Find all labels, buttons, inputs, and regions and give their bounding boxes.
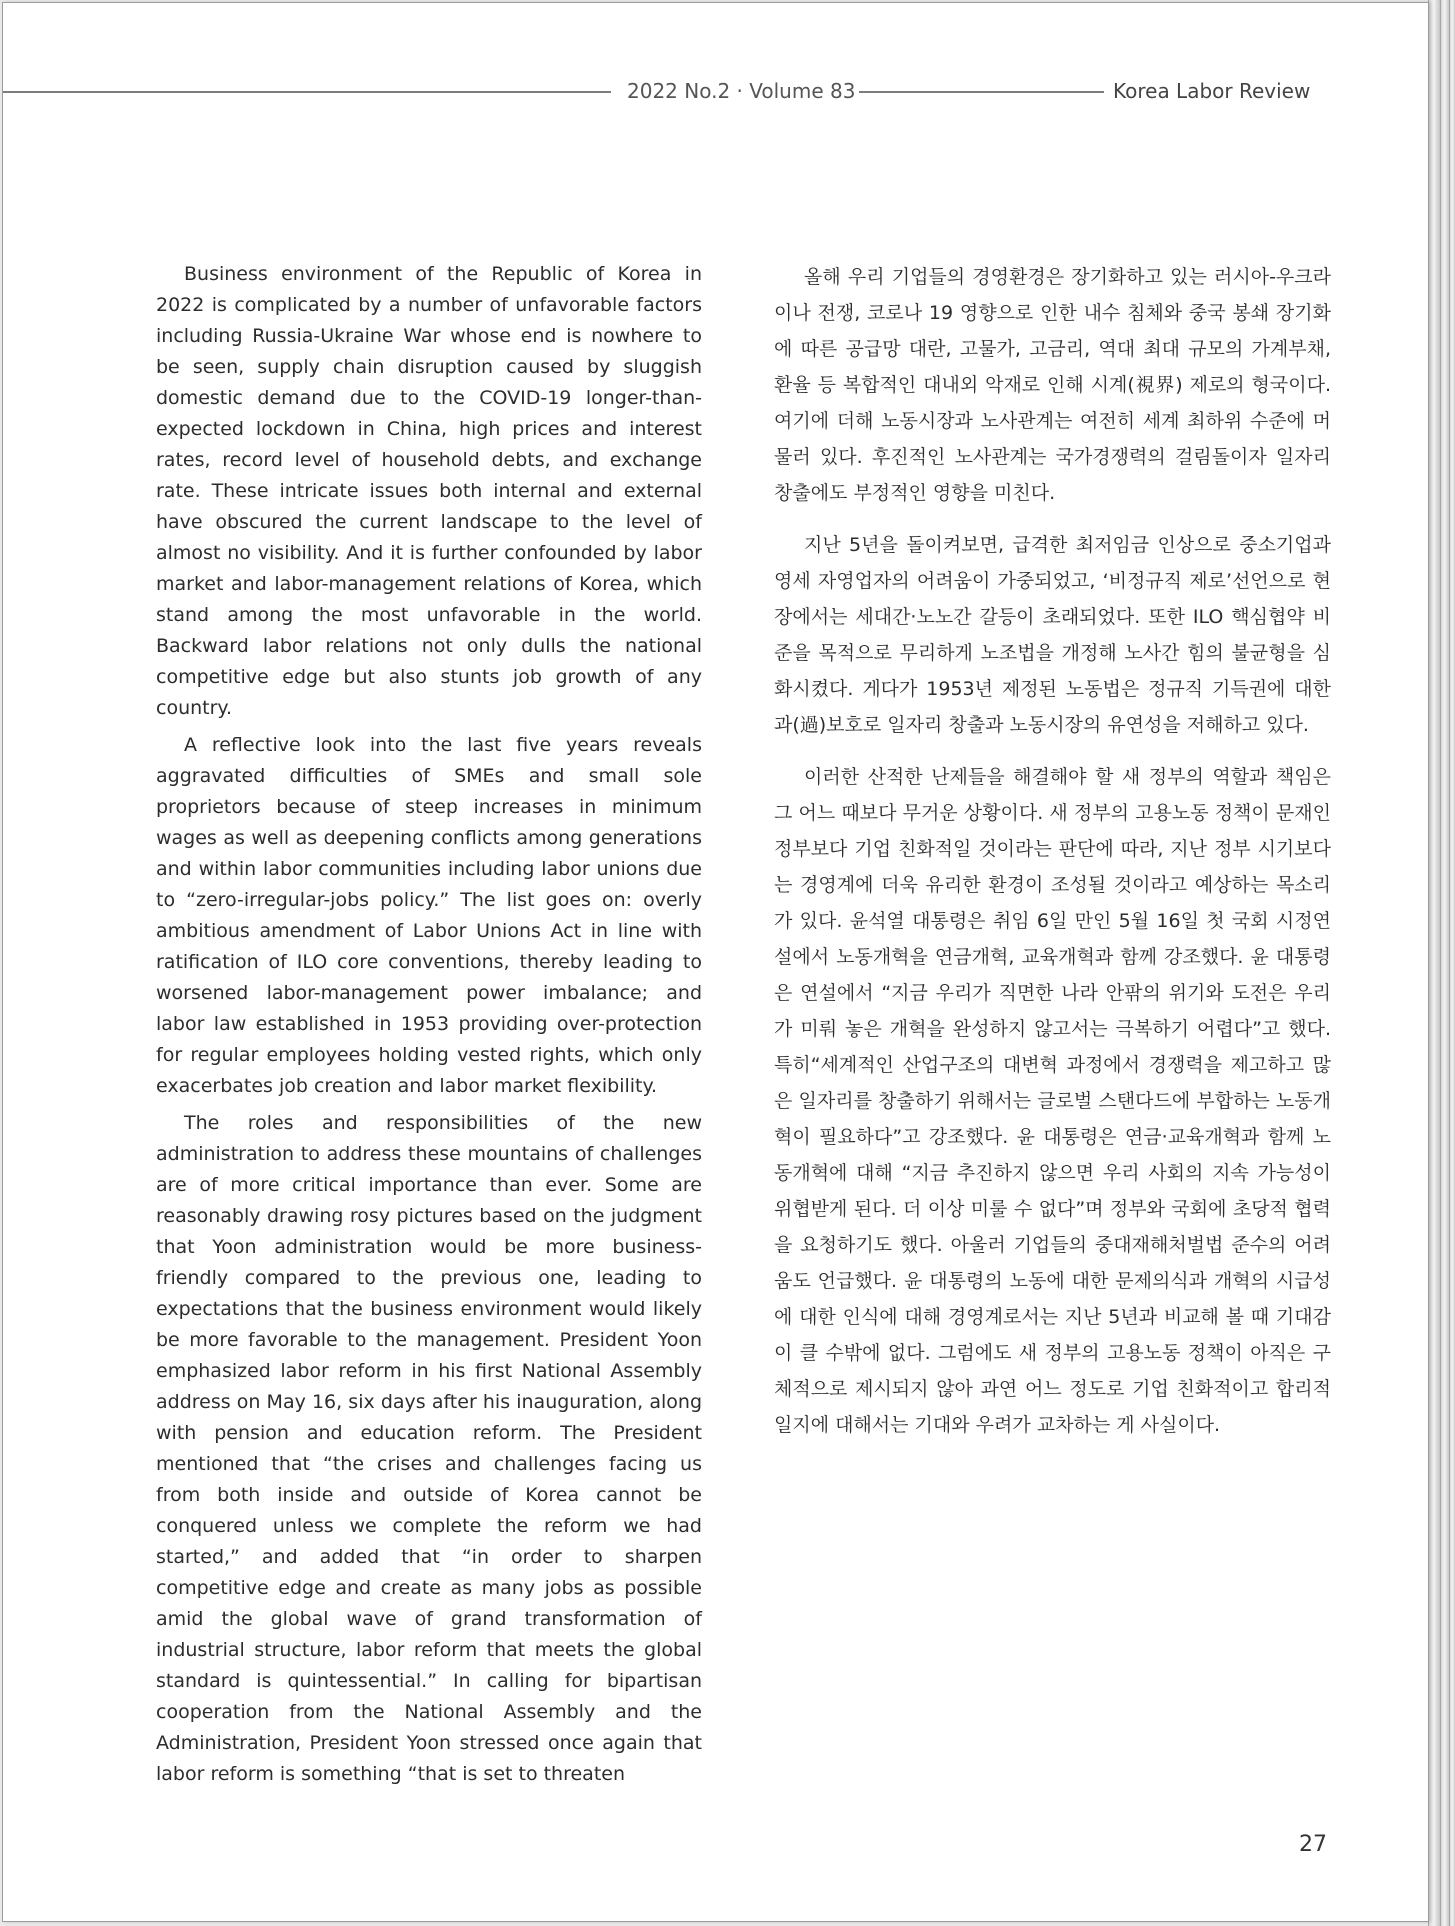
korean-column	[774, 259, 1331, 1459]
english-column	[156, 259, 702, 1796]
header-journal-title: Korea Labor Review	[1113, 79, 1311, 103]
english-paragraph-2: A reflective look into the last five years reveals aggravated difficulties of SMEs and small sole proprietors because of steep increases in minimum wages as well as deepening conflicts among generations and within labor communities including labor unions due to “zero-irregular-jobs policy.” The list goes on: overly ambitious amendment of Labor Unions Act in line with ratification of ILO core conventions, thereby leading to worsened labor-management power imbalance; and labor law established in 1953 providing over-protection for regular employees holding vested rights, which only exacerbates job creation and labor market flexibility.	[156, 734, 702, 1097]
header-rule-middle	[859, 91, 1104, 93]
header-issue: 2022 No.2 · Volume 83	[627, 79, 856, 103]
header-rule-left	[3, 91, 611, 93]
english-paragraph-1: Business environment of the Republic of Korea in 2022 is complicated by a number of unfavorable factors including Russia-Ukraine War whose end is nowhere to be seen, supply chain disruption caused by sluggish domestic demand due to the COVID-19 longer-than-expected lockdown in China, high prices and interest rates, record level of household debts, and exchange rate. These intricate issues both internal and external have obscured the current landscape to the level of almost no visibility. And it is further confounded by labor market and labor-management relations of Korea, which stand among the most unfavorable in the world. Backward labor relations not only dulls the national competitive edge but also stunts job growth of any country.	[156, 263, 702, 719]
korean-paragraph-3: 이러한 산적한 난제들을 해결해야 할 새 정부의 역할과 책임은 그 어느 때보다 무거운 상황이다. 새 정부의 고용노동 정책이 문재인 정부보다 기업 친화적일 것이라는 판단에 따라, 지난 정부 시기보다는 경영계에 더욱 유리한 환경이 조성될 것이라고 예상하는 목소리가 있다. 윤석열 대통령은 취임 6일 만인 5월 16일 첫 국회 시정연설에서 노동개혁을 연금개혁, 교육개혁과 함께 강조했다. 윤 대통령은 연설에서 “지금 우리가 직면한 나라 안팎의 위기와 도전은 우리가 미뤄 놓은 개혁을 완성하지 않고서는 극복하기 어렵다”고 했다. 특히“세계적인 산업구조의 대변혁 과정에서 경쟁력을 제고하고 많은 일자리를 창출하기 위해서는 글로벌 스탠다드에 부합하는 노동개혁이 필요하다”고 강조했다. 윤 대통령은 연금·교육개혁과 함께 노동개혁에 대해 “지금 추진하지 않으면 우리 사회의 지속 가능성이 위협받게 된다. 더 이상 미룰 수 없다”며 정부와 국회에 초당적 협력을 요청하기도 했다. 아울러 기업들의 중대재해처벌법 준수의 어려움도 언급했다. 윤 대통령의 노동에 대한 문제의식과 개혁의 시급성에 대한 인식에 대해 경영계로서는 지난 5년과 비교해 볼 때 기대감이 클 수밖에 없다. 그럼에도 새 정부의 고용노동 정책이 아직은 구체적으로 제시되지 않아 과연 어느 정도로 기업 친화적이고 합리적일지에 대해서는 기대와 우려가 교차하는 게 사실이다.	[774, 766, 1331, 1436]
korean-paragraph-2: 지난 5년을 돌이켜보면, 급격한 최저임금 인상으로 중소기업과 영세 자영업자의 어려움이 가중되었고, ‘비정규직 제로’선언으로 현장에서는 세대간·노노간 갈등이 초래되었다. 또한 ILO 핵심협약 비준을 목적으로 무리하게 노조법을 개정해 노사간 힘의 불균형을 심화시켰다. 게다가 1953년 제정된 노동법은 정규직 기득권에 대한 과(過)보호로 일자리 창출과 노동시장의 유연성을 저해하고 있다.	[774, 534, 1331, 736]
page-edge	[1449, 0, 1455, 1926]
document-page	[2, 2, 1429, 1922]
english-paragraph-3: The roles and responsibilities of the new administration to address these mountains of challenges are of more critical importance than ever. Some are reasonably drawing rosy pictures based on the judgment that Yoon administration would be more business-friendly compared to the previous one, leading to expectations that the business environment would likely be more favorable to the management. President Yoon emphasized labor reform in his first National Assembly address on May 16, six days after his inauguration, along with pension and education reform. The President mentioned that “the crises and challenges facing us from both inside and outside of Korea cannot be conquered unless we complete the reform we had started,” and added that “in order to sharpen competitive edge and create as many jobs as possible amid the global wave of grand transformation of industrial structure, labor reform that meets the global standard is quintessential.” In calling for bipartisan cooperation from the National Assembly and the Administration, President Yoon stressed once again that labor reform is something “that is set to threaten	[156, 1112, 702, 1785]
korean-paragraph-1: 올해 우리 기업들의 경영환경은 장기화하고 있는 러시아-우크라이나 전쟁, 코로나 19 영향으로 인한 내수 침체와 중국 봉쇄 장기화에 따른 공급망 대란, 고물가, 고금리, 역대 최대 규모의 가계부채, 환율 등 복합적인 대내외 악재로 인해 시계(視界) 제로의 형국이다. 여기에 더해 노동시장과 노사관계는 여전히 세계 최하위 수준에 머물러 있다. 후진적인 노사관계는 국가경쟁력의 걸림돌이자 일자리 창출에도 부정적인 영향을 미친다.	[774, 266, 1331, 504]
page-number: 27	[1299, 1832, 1327, 1857]
